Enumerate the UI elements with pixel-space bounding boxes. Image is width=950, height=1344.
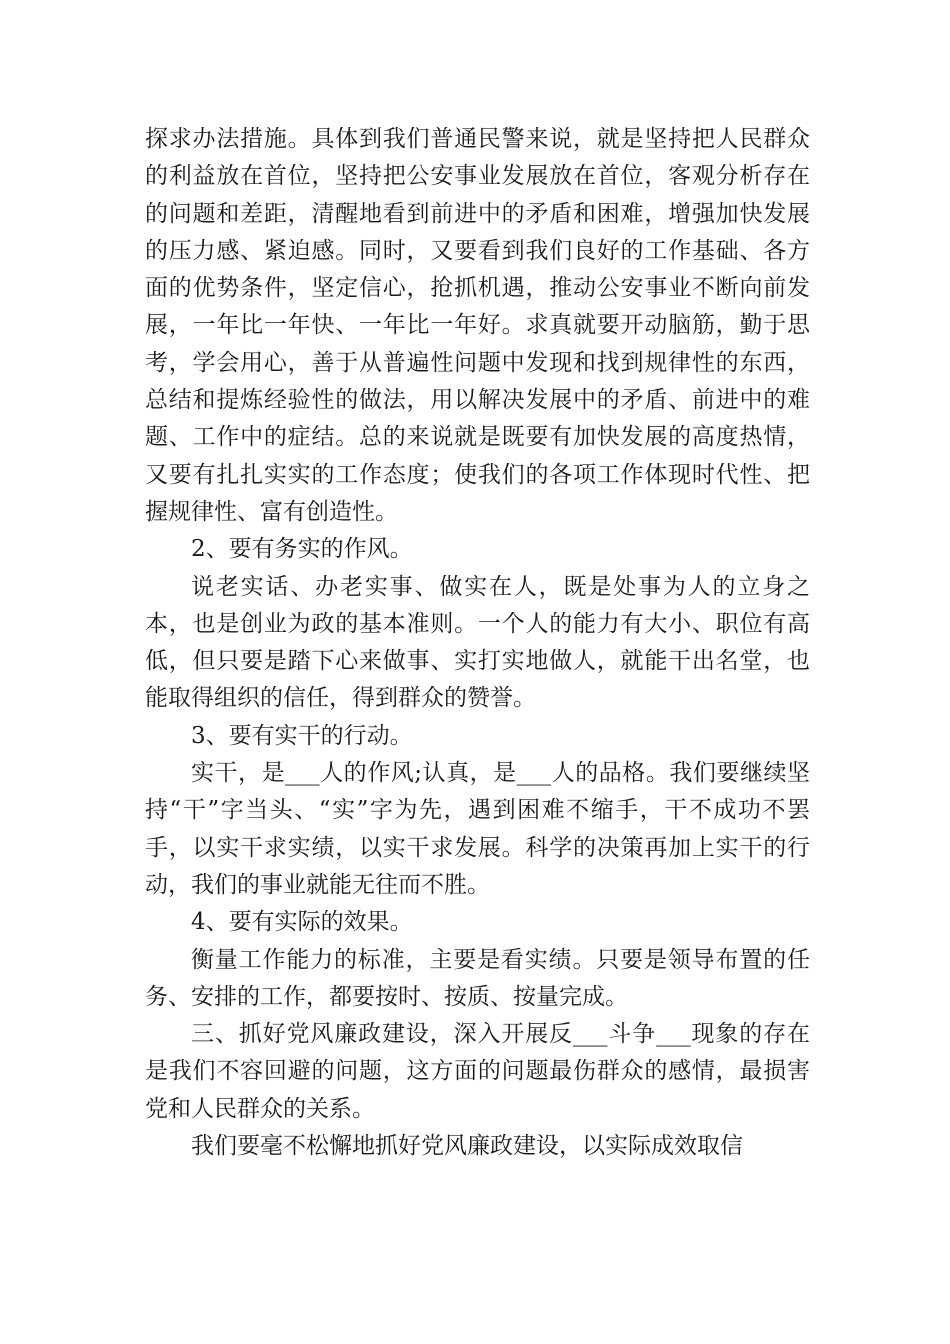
- heading-2-practical-style: 2、要有务实的作风。: [191, 536, 413, 563]
- paragraph-1: 探求办法措施。具体到我们普通民警来说，就是坚持把人民群众的利益放在首位，坚持把公安事业发展放在首位，客观分析存在的问题和差距，清醒地看到前进中的矛盾和困难，增强加快发展的压力感、紧迫感。同时，又要看到我们良好的工作基础、各方面的优势条件，坚定信心，抢抓机遇，推动公安事业不断向前发展，一年比一年快、一年比一年好。求真就要开动脑筋，勤于思考，学会用心，善于从普遍性问题中发现和找到规律性的东西，总结和提炼经验性的做法，用以解决发展中的矛盾、前进中的难题、工作中的症结。总的来说就是既要有加快发展的高度热情，又要有扎扎实实的工作态度；使我们的各项工作体现时代性、把握规律性、富有创造性。: [145, 126, 810, 525]
- heading-3-practical-action: 3、要有实干的行动。: [191, 722, 413, 749]
- document-page: [145, 121, 810, 1165]
- paragraph-7: 衡量工作能力的标准，主要是看实绩。只要是领导布置的任务、安排的工作，都要按时、按质、按量完成。: [145, 946, 810, 1010]
- paragraph-9: 我们要毫不松懈地抓好党风廉政建设，以实际成效取信: [191, 1133, 743, 1160]
- section-three-paragraph: 三、抓好党风廉政建设，深入开展反___斗争___现象的存在是我们不容回避的问题，这方面的问题最伤群众的感情，最损害党和人民群众的关系。: [145, 1021, 810, 1122]
- paragraph-5: 实干，是___人的作风;认真，是___人的品格。我们要继续坚持“干”字当头、“实”字为先，遇到困难不缩手，干不成功不罢手，以实干求实绩，以实干求发展。科学的决策再加上实干的行动，我们的事业就能无往而不胜。: [145, 760, 810, 898]
- paragraph-3: 说老实话、办老实事、做实在人，既是处事为人的立身之本，也是创业为政的基本准则。一个人的能力有大小、职位有高低，但只要是踏下心来做事、实打实地做人，就能干出名堂，也能取得组织的信任，得到群众的赞誉。: [145, 573, 810, 712]
- heading-4-practical-effect: 4、要有实际的效果。: [191, 909, 413, 936]
